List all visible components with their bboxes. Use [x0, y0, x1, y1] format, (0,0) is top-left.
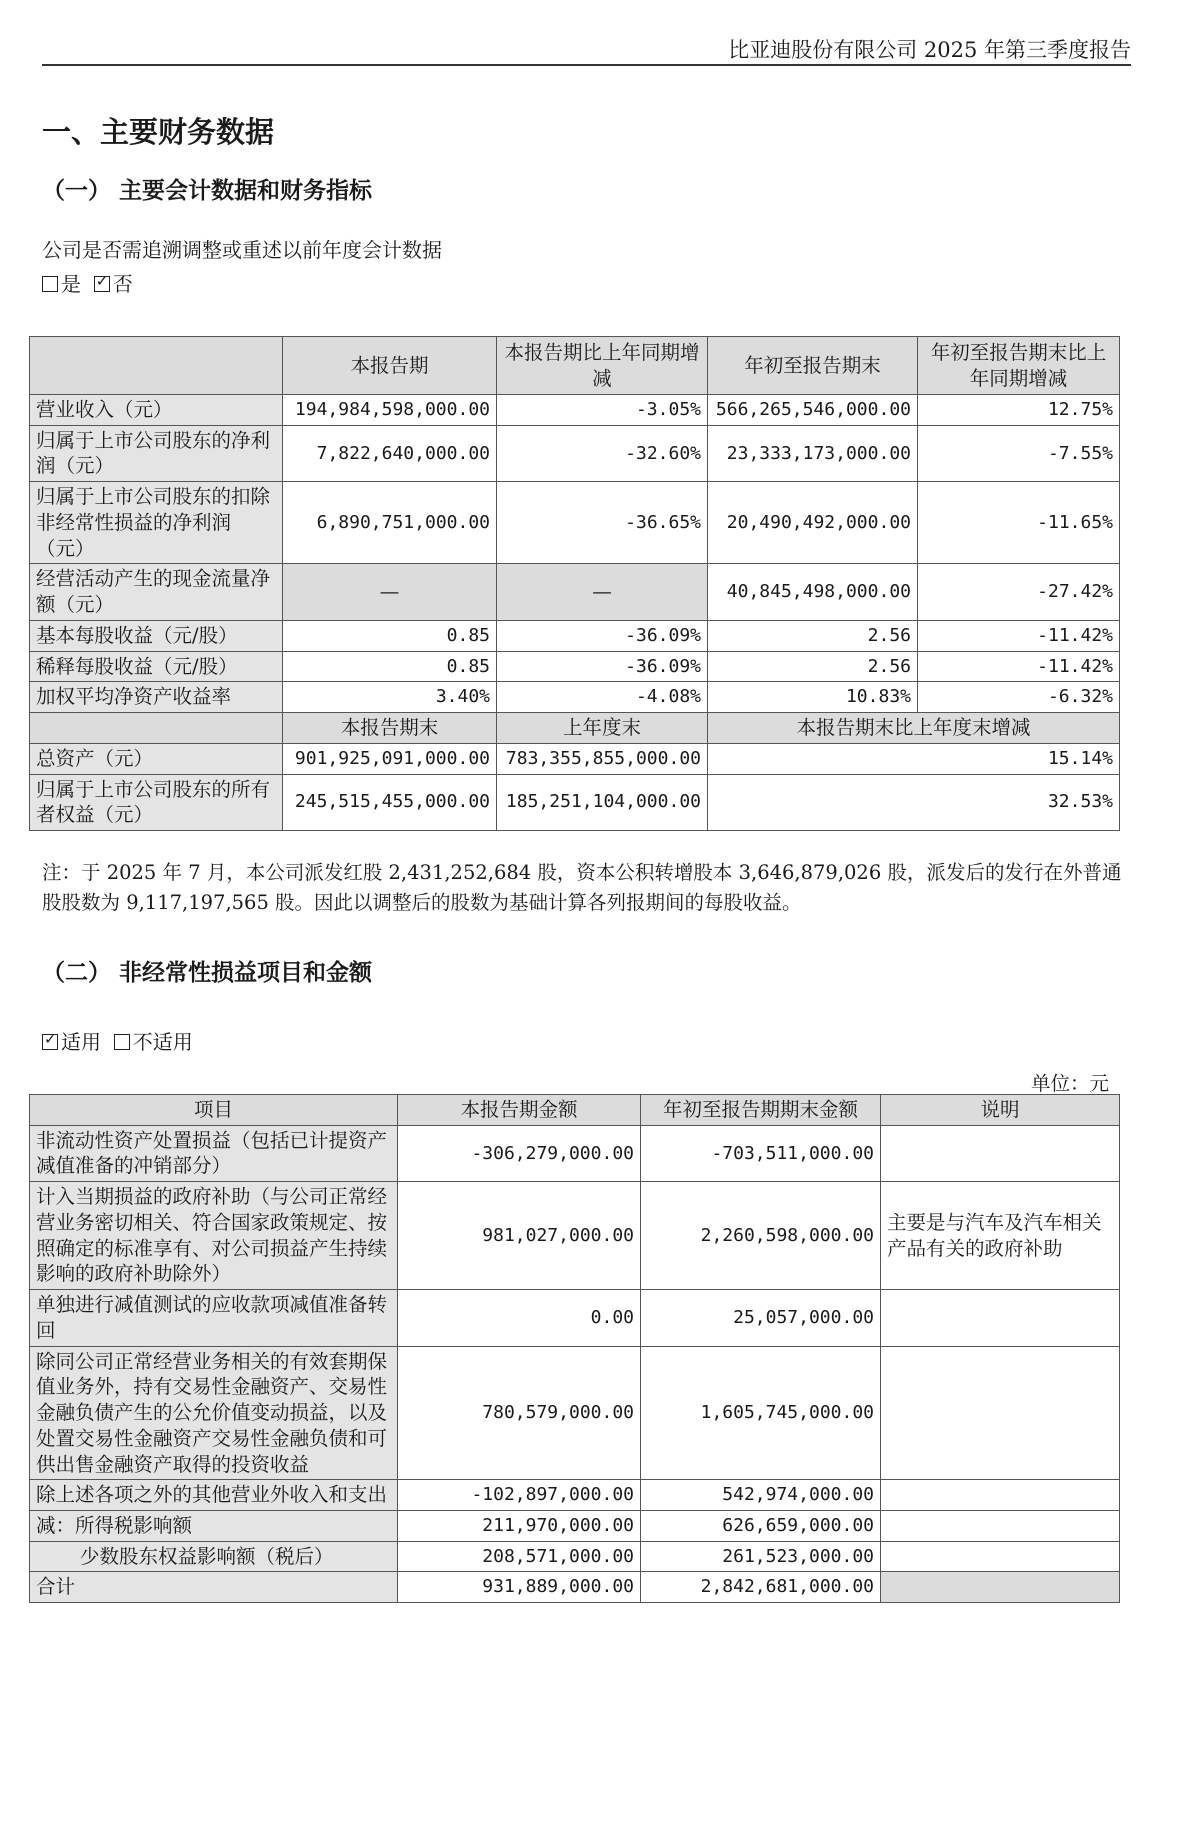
cell: 10.83%: [708, 682, 918, 713]
row-label: 减：所得税影响额: [30, 1511, 398, 1542]
restatement-question: 公司是否需追溯调整或重述以前年度会计数据: [42, 238, 442, 262]
cell: [881, 1541, 1120, 1572]
cell: -27.42%: [918, 564, 1120, 620]
table-row: [30, 1346, 1120, 1480]
table-row: [30, 651, 1120, 682]
non-recurring-items-table: [29, 1094, 1120, 1603]
cell: 6,890,751,000.00: [283, 482, 497, 564]
cell: 211,970,000.00: [398, 1511, 641, 1542]
option-no-label: 否: [112, 272, 133, 296]
checkbox-yes[interactable]: [42, 276, 58, 292]
cell: 7,822,640,000.00: [283, 425, 497, 481]
table-row: [30, 620, 1120, 651]
cell: -3.05%: [497, 395, 708, 426]
col-header: 本报告期末: [283, 713, 497, 744]
cell: 0.85: [283, 651, 497, 682]
table-row: [30, 482, 1120, 564]
cell: 2,260,598,000.00: [641, 1182, 881, 1290]
cell: 185,251,104,000.00: [497, 774, 708, 830]
cell: -102,897,000.00: [398, 1480, 641, 1511]
checkbox-no[interactable]: [94, 276, 110, 292]
cell: 2.56: [708, 620, 918, 651]
cell: 0.85: [283, 620, 497, 651]
cell: 194,984,598,000.00: [283, 395, 497, 426]
cell: -4.08%: [497, 682, 708, 713]
cell: -36.65%: [497, 482, 708, 564]
table-note: 注：于 2025 年 7 月，本公司派发红股 2,431,252,684 股，资本公积转增股本 3,646,879,026 股，派发后的发行在外普通股股数为 9,117,197,565 股。因此以调整后的股数为基础计算各列报期间的每股收益。: [42, 861, 1122, 915]
table-row: [30, 395, 1120, 426]
cell: -6.32%: [918, 682, 1120, 713]
cell: [881, 1480, 1120, 1511]
table-row: [30, 1511, 1120, 1542]
table-row: [30, 425, 1120, 481]
col-header: 年初至报告期末比上年同期增减: [918, 337, 1120, 395]
row-label: 经营活动产生的现金流量净额（元）: [30, 564, 283, 620]
cell: 208,571,000.00: [398, 1541, 641, 1572]
col-header: 项目: [30, 1095, 398, 1126]
cell: -306,279,000.00: [398, 1125, 641, 1181]
header-divider: [42, 64, 1131, 66]
col-header: 上年度末: [497, 713, 708, 744]
table-row: [30, 682, 1120, 713]
row-label: 基本每股收益（元/股）: [30, 620, 283, 651]
row-label: 加权平均净资产收益率: [30, 682, 283, 713]
cell: 23,333,173,000.00: [708, 425, 918, 481]
report-header: 比亚迪股份有限公司 2025 年第三季度报告: [728, 38, 1131, 62]
cell: [881, 1290, 1120, 1346]
col-header: 年初至报告期末: [708, 337, 918, 395]
subsection-title-1: （一） 主要会计数据和财务指标: [42, 178, 373, 204]
row-label: 营业收入（元）: [30, 395, 283, 426]
cell: 780,579,000.00: [398, 1346, 641, 1480]
cell: -32.60%: [497, 425, 708, 481]
cell: 12.75%: [918, 395, 1120, 426]
table-row: [30, 1182, 1120, 1290]
cell: 542,974,000.00: [641, 1480, 881, 1511]
row-label: 计入当期损益的政府补助（与公司正常经营业务密切相关、符合国家政策规定、按照确定的标准享有、对公司损益产生持续影响的政府补助除外）: [30, 1182, 398, 1290]
row-label: 稀释每股收益（元/股）: [30, 651, 283, 682]
col-header: 本报告期末比上年度末增减: [708, 713, 1120, 744]
cell: [881, 1346, 1120, 1480]
option-apply-label: 适用: [61, 1030, 101, 1054]
col-header: 说明: [881, 1095, 1120, 1126]
col-header: [30, 713, 283, 744]
cell: [881, 1572, 1120, 1603]
cell: 931,889,000.00: [398, 1572, 641, 1603]
cell: 245,515,455,000.00: [283, 774, 497, 830]
cell: 1,605,745,000.00: [641, 1346, 881, 1480]
table-row: [30, 1541, 1120, 1572]
cell: —: [497, 564, 708, 620]
row-label: 归属于上市公司股东的净利润（元）: [30, 425, 283, 481]
subsection-title-2: （二） 非经常性损益项目和金额: [42, 960, 373, 986]
col-header: 本报告期比上年同期增减: [497, 337, 708, 395]
table-row: [30, 743, 1120, 774]
col-header: 本报告期: [283, 337, 497, 395]
col-header: 年初至报告期期末金额: [641, 1095, 881, 1126]
cell: -36.09%: [497, 651, 708, 682]
cell: 2,842,681,000.00: [641, 1572, 881, 1603]
cell: -11.42%: [918, 620, 1120, 651]
checkbox-apply[interactable]: [42, 1034, 58, 1050]
col-header: 本报告期金额: [398, 1095, 641, 1126]
cell: 626,659,000.00: [641, 1511, 881, 1542]
table-row: [30, 564, 1120, 620]
table-row: [30, 1290, 1120, 1346]
cell: 0.00: [398, 1290, 641, 1346]
table-row: [30, 1480, 1120, 1511]
checkbox-na[interactable]: [114, 1034, 130, 1050]
applicability-options: [42, 1026, 193, 1055]
cell: 20,490,492,000.00: [708, 482, 918, 564]
cell: [881, 1125, 1120, 1181]
cell: 901,925,091,000.00: [283, 743, 497, 774]
row-label: 少数股东权益影响额（税后）: [30, 1541, 398, 1572]
cell: -36.09%: [497, 620, 708, 651]
unit-label: 单位：元: [1030, 1072, 1109, 1095]
cell: 32.53%: [708, 774, 1120, 830]
cell: 25,057,000.00: [641, 1290, 881, 1346]
cell: 566,265,546,000.00: [708, 395, 918, 426]
row-label: 合计: [30, 1572, 398, 1603]
cell: 261,523,000.00: [641, 1541, 881, 1572]
row-label: 归属于上市公司股东的所有者权益（元）: [30, 774, 283, 830]
cell: -11.42%: [918, 651, 1120, 682]
row-label: 除上述各项之外的其他营业外收入和支出: [30, 1480, 398, 1511]
section-title: 一、主要财务数据: [42, 115, 275, 149]
cell: —: [283, 564, 497, 620]
row-label: 归属于上市公司股东的扣除非经常性损益的净利润（元）: [30, 482, 283, 564]
row-label: 除同公司正常经营业务相关的有效套期保值业务外，持有交易性金融资产、交易性金融负债产生的公允价值变动损益，以及处置交易性金融资产交易性金融负债和可供出售金融资产取得的投资收益: [30, 1346, 398, 1480]
table-row: [30, 1572, 1120, 1603]
financial-data-table: [29, 336, 1120, 831]
cell: -703,511,000.00: [641, 1125, 881, 1181]
row-label: 总资产（元）: [30, 743, 283, 774]
option-yes-label: 是: [61, 272, 81, 296]
row-label: 非流动性资产处置损益（包括已计提资产减值准备的冲销部分）: [30, 1125, 398, 1181]
row-label: 单独进行减值测试的应收款项减值准备转回: [30, 1290, 398, 1346]
option-na-label: 不适用: [132, 1030, 193, 1054]
cell: -11.65%: [918, 482, 1120, 564]
cell: 40,845,498,000.00: [708, 564, 918, 620]
table-row: [30, 774, 1120, 830]
table-row: [30, 1125, 1120, 1181]
cell: 3.40%: [283, 682, 497, 713]
cell: 15.14%: [708, 743, 1120, 774]
cell: -7.55%: [918, 425, 1120, 481]
col-header: [30, 337, 283, 395]
cell: 2.56: [708, 651, 918, 682]
cell: 981,027,000.00: [398, 1182, 641, 1290]
cell: [881, 1511, 1120, 1542]
cell: 主要是与汽车及汽车相关产品有关的政府补助: [881, 1182, 1120, 1290]
cell: 783,355,855,000.00: [497, 743, 708, 774]
restatement-options: [42, 268, 133, 297]
